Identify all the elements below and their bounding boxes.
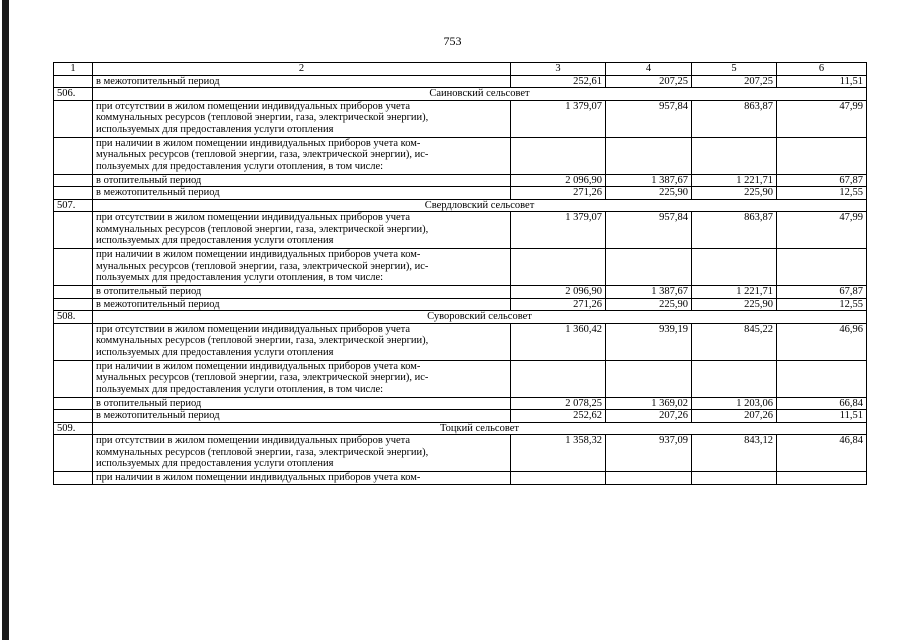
table-row — [54, 212, 867, 249]
description-line: пользуемых для предоставления услуги отопления, в том числе: — [96, 272, 384, 283]
section-title: Суворовский сельсовет — [93, 311, 867, 324]
table-row — [54, 187, 867, 200]
section-number: 507. — [54, 199, 93, 212]
table-row — [54, 75, 867, 88]
column-number-5: 5 — [692, 63, 777, 76]
value-cell-col5: 225,90 — [692, 187, 777, 200]
section-row — [54, 88, 867, 101]
description-line: в отопительный период — [96, 397, 202, 409]
value-cell-col3 — [511, 137, 606, 174]
section-row — [54, 199, 867, 212]
table-row — [54, 100, 867, 137]
section-title: Свердловский сельсовет — [93, 199, 867, 212]
value-cell-col4: 207,26 — [606, 410, 692, 423]
column-number-1: 1 — [54, 63, 93, 76]
row-number-cell — [54, 435, 93, 472]
row-description — [93, 435, 511, 472]
row-number-cell — [54, 410, 93, 423]
value-cell-col6 — [777, 249, 867, 286]
description-line: пользуемых для предоставления услуги отопления, в том числе: — [96, 160, 384, 172]
value-cell-col6 — [777, 360, 867, 397]
description-line: используемых для предоставления услуги отопления — [96, 123, 334, 135]
value-cell-col3: 1 379,07 — [511, 212, 606, 249]
row-number-cell — [54, 212, 93, 249]
value-cell-col3 — [511, 249, 606, 286]
row-description — [93, 100, 511, 137]
value-cell-col4 — [606, 137, 692, 174]
description-line: при наличии в жилом помещении индивидуальных приборов учета ком- — [96, 472, 421, 483]
value-cell-col4 — [606, 360, 692, 397]
row-number-cell — [54, 174, 93, 187]
row-description — [93, 75, 511, 88]
value-cell-col6 — [777, 472, 867, 485]
value-cell-col3: 271,26 — [511, 298, 606, 311]
value-cell-col4 — [606, 472, 692, 485]
row-description — [93, 298, 511, 311]
value-cell-col5 — [692, 137, 777, 174]
value-cell-col5: 863,87 — [692, 212, 777, 249]
description-line: мунальных ресурсов (тепловой энергии, газа, электрической энергии), ис- — [96, 260, 429, 272]
row-description — [93, 249, 511, 286]
column-number-2: 2 — [93, 63, 511, 76]
tariff-table — [53, 62, 867, 485]
description-line: в межотопительный период — [96, 75, 220, 87]
value-cell-col6: 47,99 — [777, 100, 867, 137]
description-line: используемых для предоставления услуги отопления — [96, 458, 334, 469]
value-cell-col3 — [511, 472, 606, 485]
row-description — [93, 137, 511, 174]
table-row — [54, 435, 867, 472]
row-number-cell — [54, 187, 93, 200]
value-cell-col4: 939,19 — [606, 323, 692, 360]
value-cell-col3: 252,61 — [511, 75, 606, 88]
description-line: пользуемых для предоставления услуги отопления, в том числе: — [96, 383, 384, 395]
value-cell-col6: 47,99 — [777, 212, 867, 249]
row-description — [93, 174, 511, 187]
value-cell-col3: 1 360,42 — [511, 323, 606, 360]
value-cell-col5: 207,25 — [692, 75, 777, 88]
value-cell-col4: 1 387,67 — [606, 286, 692, 299]
description-line: в межотопительный период — [96, 298, 220, 310]
row-number-cell — [54, 100, 93, 137]
value-cell-col6: 12,55 — [777, 187, 867, 200]
table-row — [54, 298, 867, 311]
table-row — [54, 249, 867, 286]
section-number: 509. — [54, 422, 93, 435]
table-row — [54, 472, 867, 485]
row-number-cell — [54, 360, 93, 397]
value-cell-col5: 207,26 — [692, 410, 777, 423]
value-cell-col6: 66,84 — [777, 397, 867, 410]
description-line: в межотопительный период — [96, 187, 220, 198]
value-cell-col6: 67,87 — [777, 174, 867, 187]
row-number-cell — [54, 323, 93, 360]
section-row — [54, 422, 867, 435]
value-cell-col5: 1 221,71 — [692, 174, 777, 187]
row-description — [93, 360, 511, 397]
value-cell-col6: 11,51 — [777, 410, 867, 423]
value-cell-col5: 1 203,06 — [692, 397, 777, 410]
row-description — [93, 286, 511, 299]
row-description — [93, 397, 511, 410]
value-cell-col5 — [692, 249, 777, 286]
table-row — [54, 323, 867, 360]
value-cell-col5: 1 221,71 — [692, 286, 777, 299]
value-cell-col6: 46,96 — [777, 323, 867, 360]
value-cell-col3: 1 358,32 — [511, 435, 606, 472]
row-number-cell — [54, 472, 93, 485]
table-row — [54, 360, 867, 397]
value-cell-col4: 225,90 — [606, 187, 692, 200]
description-line: используемых для предоставления услуги отопления — [96, 346, 334, 358]
description-line: при отсутствии в жилом помещении индивидуальных приборов учета — [96, 100, 411, 112]
description-line: мунальных ресурсов (тепловой энергии, газа, электрической энергии), ис- — [96, 372, 429, 383]
table-row — [54, 137, 867, 174]
section-number: 506. — [54, 88, 93, 101]
column-number-row — [54, 63, 867, 76]
value-cell-col4: 957,84 — [606, 100, 692, 137]
description-line: при отсутствии в жилом помещении индивидуальных приборов учета — [96, 435, 411, 446]
section-title: Саиновский сельсовет — [93, 88, 867, 101]
value-cell-col4: 957,84 — [606, 212, 692, 249]
description-line: при отсутствии в жилом помещении индивидуальных приборов учета — [96, 212, 411, 223]
value-cell-col4: 937,09 — [606, 435, 692, 472]
row-description — [93, 472, 511, 485]
description-line: при отсутствии в жилом помещении индивидуальных приборов учета — [96, 323, 411, 335]
value-cell-col5: 225,90 — [692, 298, 777, 311]
row-description — [93, 323, 511, 360]
value-cell-col3: 1 379,07 — [511, 100, 606, 137]
page-number: 753 — [443, 34, 462, 48]
description-line: в отопительный период — [96, 174, 202, 186]
section-number: 508. — [54, 311, 93, 324]
value-cell-col6: 46,84 — [777, 435, 867, 472]
row-number-cell — [54, 397, 93, 410]
value-cell-col5 — [692, 360, 777, 397]
row-description — [93, 212, 511, 249]
row-number-cell — [54, 75, 93, 88]
value-cell-col4: 1 369,02 — [606, 397, 692, 410]
table-row — [54, 410, 867, 423]
row-number-cell — [54, 137, 93, 174]
description-line: в межотопительный период — [96, 410, 220, 421]
column-number-6: 6 — [777, 63, 867, 76]
value-cell-col5: 845,22 — [692, 323, 777, 360]
description-line: при наличии в жилом помещении индивидуальных приборов учета ком- — [96, 249, 421, 260]
value-cell-col5: 863,87 — [692, 100, 777, 137]
section-row — [54, 311, 867, 324]
table-row — [54, 174, 867, 187]
value-cell-col4: 207,25 — [606, 75, 692, 88]
description-line: мунальных ресурсов (тепловой энергии, газа, электрической энергии), ис- — [96, 149, 429, 160]
value-cell-col6: 12,55 — [777, 298, 867, 311]
column-number-4: 4 — [606, 63, 692, 76]
row-number-cell — [54, 249, 93, 286]
tariff-table-body — [54, 63, 867, 485]
value-cell-col5 — [692, 472, 777, 485]
value-cell-col6: 67,87 — [777, 286, 867, 299]
row-number-cell — [54, 286, 93, 299]
value-cell-col5: 843,12 — [692, 435, 777, 472]
value-cell-col3 — [511, 360, 606, 397]
value-cell-col6: 11,51 — [777, 75, 867, 88]
section-title: Тоцкий сельсовет — [93, 422, 867, 435]
value-cell-col3: 2 078,25 — [511, 397, 606, 410]
value-cell-col3: 2 096,90 — [511, 174, 606, 187]
row-description — [93, 187, 511, 200]
description-line: используемых для предоставления услуги отопления — [96, 235, 334, 246]
description-line: коммунальных ресурсов (тепловой энергии, газа, электрической энергии), — [96, 223, 429, 235]
value-cell-col4: 225,90 — [606, 298, 692, 311]
value-cell-col3: 271,26 — [511, 187, 606, 200]
description-line: в отопительный период — [96, 286, 202, 297]
value-cell-col6 — [777, 137, 867, 174]
row-description — [93, 410, 511, 423]
description-line: при наличии в жилом помещении индивидуальных приборов учета ком- — [96, 137, 421, 149]
description-line: коммунальных ресурсов (тепловой энергии, газа, электрической энергии), — [96, 112, 429, 123]
description-line: при наличии в жилом помещении индивидуальных приборов учета ком- — [96, 360, 421, 372]
value-cell-col4 — [606, 249, 692, 286]
value-cell-col3: 2 096,90 — [511, 286, 606, 299]
value-cell-col4: 1 387,67 — [606, 174, 692, 187]
value-cell-col3: 252,62 — [511, 410, 606, 423]
description-line: коммунальных ресурсов (тепловой энергии, газа, электрической энергии), — [96, 335, 429, 346]
table-row — [54, 286, 867, 299]
description-line: коммунальных ресурсов (тепловой энергии, газа, электрической энергии), — [96, 446, 429, 458]
scan-edge — [2, 0, 9, 640]
column-number-3: 3 — [511, 63, 606, 76]
table-row — [54, 397, 867, 410]
row-number-cell — [54, 298, 93, 311]
